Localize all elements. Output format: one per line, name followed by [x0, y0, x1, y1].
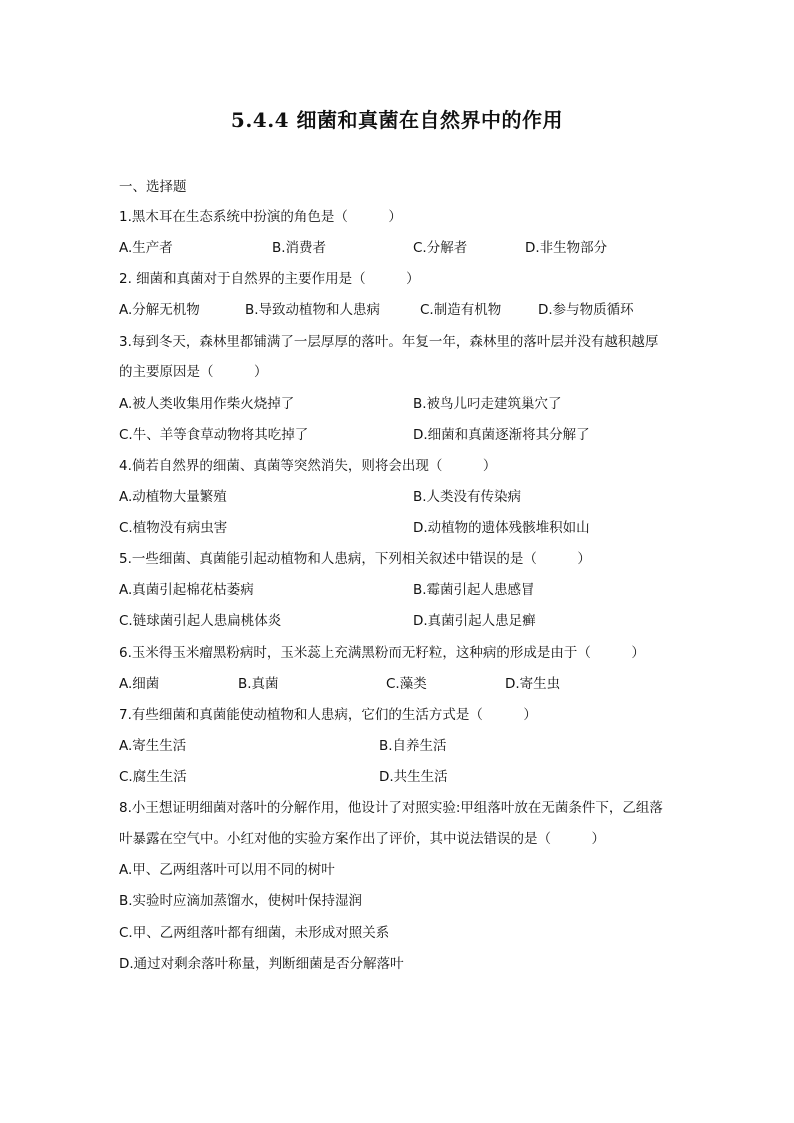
question-8-option-b[interactable]: B.实验时应滴加蒸馏水，使树叶保持湿润: [119, 893, 363, 909]
question-7-option-a[interactable]: A.寄生生活: [119, 738, 187, 754]
question-3-option-c[interactable]: C.牛、羊等食草动物将其吃掉了: [119, 427, 309, 443]
question-6-option-b[interactable]: B.真菌: [238, 676, 279, 692]
question-6-option-d[interactable]: D.寄生虫: [505, 676, 561, 692]
question-4-option-a[interactable]: A.动植物大量繁殖: [119, 489, 227, 505]
question-8-option-a[interactable]: A.甲、乙两组落叶可以用不同的树叶: [119, 862, 335, 878]
question-7-option-c[interactable]: C.腐生生活: [119, 769, 187, 785]
question-2-option-d[interactable]: D.参与物质循环: [538, 302, 634, 318]
question-5-option-b[interactable]: B.霉菌引起人患感冒: [413, 582, 535, 598]
question-7-option-b[interactable]: B.自养生活: [379, 738, 447, 754]
page-title: 5.4.4 细菌和真菌在自然界中的作用: [230, 108, 564, 132]
question-3-stem-line-1: 3.每到冬天，森林里都铺满了一层厚厚的落叶。年复一年，森林里的落叶层并没有越积越厚: [119, 334, 659, 350]
question-2-option-c[interactable]: C.制造有机物: [420, 302, 502, 318]
question-7-stem: 7.有些细菌和真菌能使动植物和人患病，它们的生活方式是（ ）: [119, 707, 537, 723]
question-7-option-d[interactable]: D.共生生活: [379, 769, 448, 785]
question-1-option-d[interactable]: D.非生物部分: [525, 240, 608, 256]
question-6-option-c[interactable]: C.藻类: [386, 676, 427, 692]
question-8-option-c[interactable]: C.甲、乙两组落叶都有细菌，未形成对照关系: [119, 925, 390, 941]
question-5-stem: 5.一些细菌、真菌能引起动植物和人患病，下列相关叙述中错误的是（ ）: [119, 551, 591, 567]
question-2-option-b[interactable]: B.导致动植物和人患病: [245, 302, 381, 318]
question-3-option-d[interactable]: D.细菌和真菌逐渐将其分解了: [413, 427, 590, 443]
question-4-option-b[interactable]: B.人类没有传染病: [413, 489, 522, 505]
question-5-option-c[interactable]: C.链球菌引起人患扁桃体炎: [119, 613, 282, 629]
question-3-option-b[interactable]: B.被鸟儿叼走建筑巢穴了: [413, 396, 562, 412]
section-heading: 一、选择题: [119, 179, 187, 195]
question-3-option-a[interactable]: A.被人类收集用作柴火烧掉了: [119, 396, 295, 412]
question-8-option-d[interactable]: D.通过对剩余落叶称量，判断细菌是否分解落叶: [119, 956, 404, 972]
question-2-option-a[interactable]: A.分解无机物: [119, 302, 200, 318]
question-4-stem: 4.倘若自然界的细菌、真菌等突然消失，则将会出现（ ）: [119, 458, 497, 474]
question-2-stem: 2. 细菌和真菌对于自然界的主要作用是（ ）: [119, 271, 420, 287]
question-5-option-d[interactable]: D.真菌引起人患足癣: [413, 613, 536, 629]
question-1-option-b[interactable]: B.消费者: [272, 240, 327, 256]
question-8-stem-line-2: 叶暴露在空气中。小红对他的实验方案作出了评价，其中说法错误的是（ ）: [119, 831, 605, 847]
question-1-stem: 1.黑木耳在生态系统中扮演的角色是（ ）: [119, 209, 402, 225]
question-6-option-a[interactable]: A.细菌: [119, 676, 160, 692]
question-8-stem-line-1: 8.小王想证明细菌对落叶的分解作用，他设计了对照实验:甲组落叶放在无菌条件下，乙组落: [119, 800, 663, 816]
question-3-stem-line-2: 的主要原因是（ ）: [119, 364, 268, 380]
question-1-option-c[interactable]: C.分解者: [413, 240, 468, 256]
question-5-option-a[interactable]: A.真菌引起棉花枯萎病: [119, 582, 254, 598]
question-4-option-d[interactable]: D.动植物的遗体残骸堆积如山: [413, 520, 590, 536]
question-4-option-c[interactable]: C.植物没有病虫害: [119, 520, 228, 536]
question-1-option-a[interactable]: A.生产者: [119, 240, 173, 256]
question-6-stem: 6.玉米得玉米瘤黑粉病时，玉米蕊上充满黑粉而无籽粒，这种病的形成是由于（ ）: [119, 645, 645, 661]
